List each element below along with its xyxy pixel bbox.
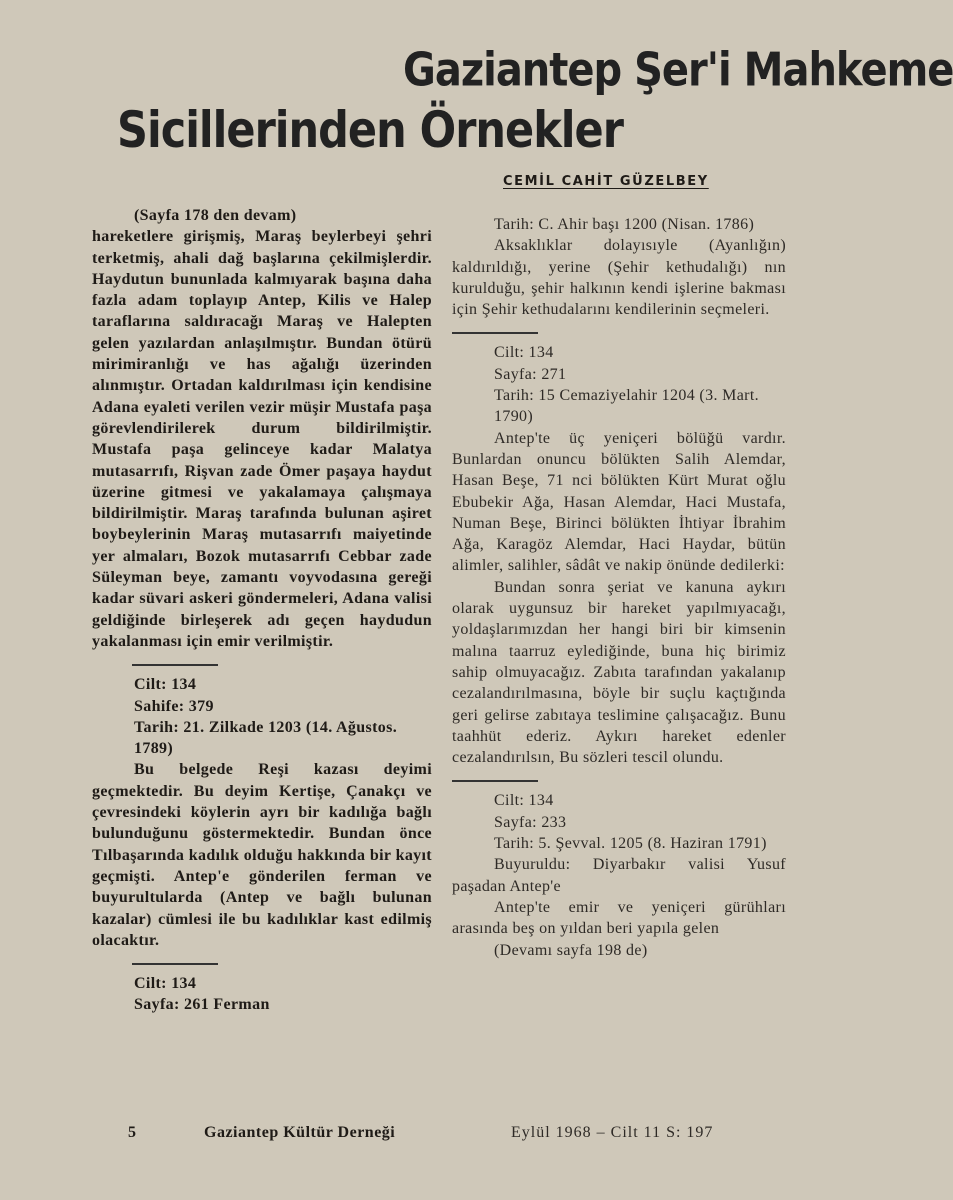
article-title-line-1: Gaziantep Şer'i Mahkeme	[403, 44, 953, 97]
paragraph: Bundan sonra şeriat ve kanuna aykırı olarak uygunsuz bir hareket yapılmıyacağı, yoldaşlarımızdan her hangi biri bir kimsenin malına taarruz eylediğinde, buna hiç birimiz sahip olmuyacağız. Zabıta tarafından yakalanıp cezalandırılmasına, böyle bir suçlu kaçtığında geri gelirse zabıtaya teslimine çalışacağız. Bunu taahhüt ederiz. Aykırı hareket edenler cezalandırılsın, Bu sözleri tescil olundu.	[452, 578, 786, 767]
paragraph: hareketlere girişmiş, Maraş beylerbeyi şehri terketmiş, ahali dağ başlarına çekilmişlerdir. Haydutun bununlada kalmıyarak başına daha fazla adam toplayıp Antep, Kilis ve Halep taraflarına saldıracağı Maraş ve Halepten gelen yazılardan anlaşılmıştır. Bundan ötürü mirimiranlığı ve has ağalığı üzerinden alınmıştır. Ortadan kaldırılması için kendisine Adana eyaleti verilen vezir müşir Mustafa paşa görevlendirilerek durum bildirilmiştir. Mustafa paşa gelinceye kadar Malatya mutasarrıfı, Rişvan zade Ömer paşaya haydut üzerine gitmesi ve yakalamaya çalışmaya bildirilmiştir. Maraş tarafında bulunan aşiret boybeylerinin Maraş mutasarrıfı maiyetinde yer almaları, Bozok mutasarrıfı Cebbar zade Süleyman beye, zamantı voyvodasına gereği kadar süvari askeri göndermeleri, Adana valisi geldiğinde birleşerek adı geçen haydudun yakalanması için emir verilmiştir.	[92, 228, 432, 650]
record-meta-line: Sayfa: 271	[494, 365, 567, 383]
record-meta-line: Cilt: 134	[134, 975, 197, 993]
record-meta-line: Cilt: 134	[494, 344, 554, 362]
paragraph: Tarih: C. Ahir başı 1200 (Nisan. 1786)	[494, 216, 755, 233]
record-meta-line: Sayfa: 261 Ferman	[134, 996, 270, 1014]
paragraph: Antep'te emir ve yeniçeri gürühları arasında beş on yıldan beri yapıla gelen	[452, 898, 786, 938]
left-text-column	[92, 205, 432, 1016]
article-title-line-2: Sicillerinden Örnekler	[117, 102, 623, 160]
section-divider	[452, 332, 538, 334]
record-meta-line: Tarih: 5. Şevval. 1205 (8. Haziran 1791)	[494, 835, 767, 853]
footer-issue-info: Eylül 1968 – Cilt 11 S: 197	[511, 1124, 714, 1141]
paragraph: Bu belgede Reşi kazası deyimi geçmektedir. Bu deyim Kertişe, Çanakçı ve çevresindeki köylerin ayrı bir kadılığa bağlı bulunduğunu göstermektedir. Bundan önce Tılbaşarında kadılık olduğu hakkında bir kayıt geçmişti. Antep'e gönderilen ferman ve buyurultularda (Antep ve bağlı bulunan kazalar) cümlesi ile bu kadılıklar kast edilmiş olacaktır.	[92, 761, 432, 949]
section-divider	[132, 664, 218, 666]
record-meta-line: Sayfa: 233	[494, 813, 567, 831]
record-meta-line: Cilt: 134	[134, 676, 197, 694]
paragraph: (Devamı sayfa 198 de)	[494, 941, 648, 959]
record-meta-line: Sahife: 379	[134, 697, 214, 715]
paragraph: Aksaklıklar dolayısıyle (Ayanlığın) kaldırıldığı, yerine (Şehir kethudalığı) nın kurulduğu, şehir halkının kendi işlerine bakması için Şehir kethudalarını kendilerinin seçmeleri.	[452, 237, 786, 319]
section-divider	[452, 780, 538, 782]
footer-page-number: 5	[128, 1124, 137, 1141]
footer-publisher: Gaziantep Kültür Derneği	[204, 1124, 396, 1141]
record-meta-line: Tarih: 21. Zilkade 1203 (14. Ağustos. 1789)	[134, 718, 398, 758]
paragraph: Buyuruldu: Diyarbakır valisi Yusuf paşadan Antep'e	[452, 856, 786, 895]
record-meta-line: Cilt: 134	[494, 792, 554, 810]
right-text-column	[452, 214, 786, 961]
paragraph: Antep'te üç yeniçeri bölüğü vardır. Bunlardan onuncu bölükten Salih Alemdar, Hasan Beşe, 71 nci bölükten Kürt Murat oğlu Ebubekir Ağa, Hasan Alemdar, Haci Mustafa, Numan Beşe, Birinci bölükten İhtiyar İbrahim Ağa, Karagöz Alemdar, Haci Haydar, bütün alimler, salihler, sâdât ve nakip önünde dedilerki:	[452, 429, 786, 575]
record-meta-line: Tarih: 15 Cemaziyelahir 1204 (3. Mart. 1790)	[494, 387, 759, 426]
author-byline: CEMİL CAHİT GÜZELBEY	[503, 174, 709, 189]
section-divider	[132, 963, 218, 965]
paragraph: (Sayfa 178 den devam)	[134, 207, 297, 224]
